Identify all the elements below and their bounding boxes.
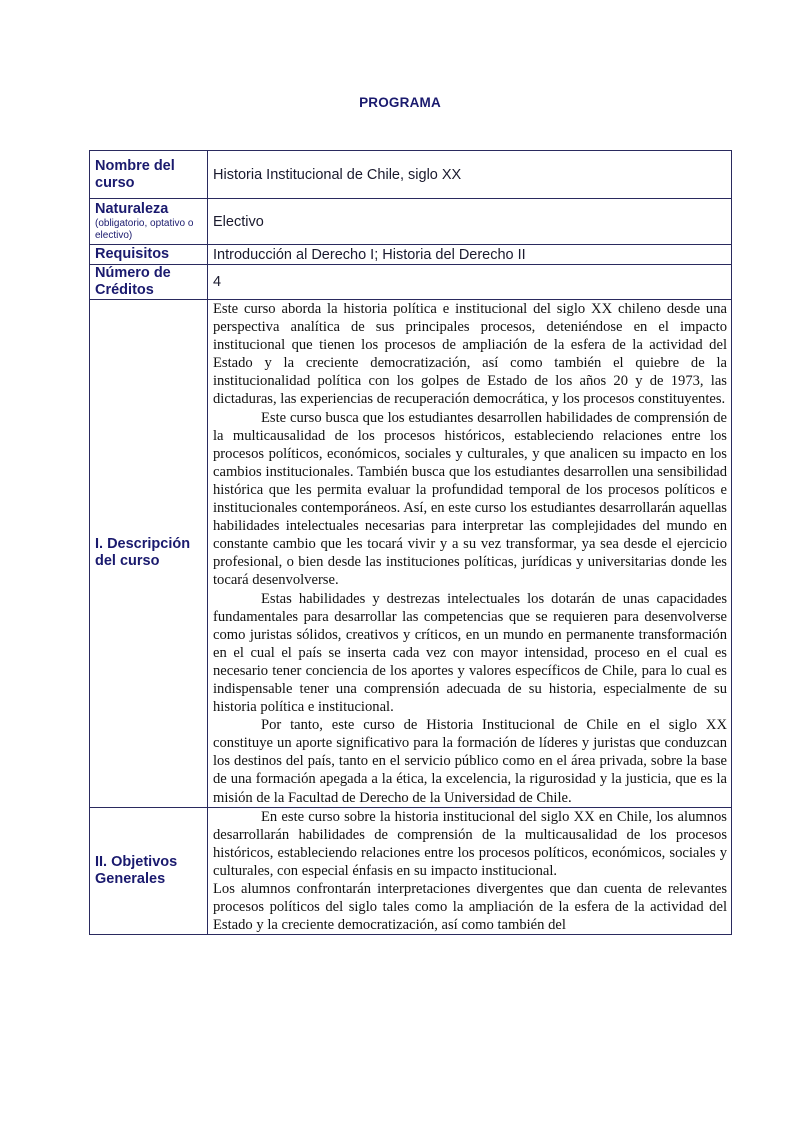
value-course-name: Historia Institucional de Chile, siglo XX <box>208 151 732 199</box>
value-nature: Electivo <box>208 199 732 245</box>
label-credits: Número de Créditos <box>90 265 208 300</box>
label-course-name: Nombre del curso <box>90 151 208 199</box>
table-row-description <box>90 300 732 808</box>
label-objectives: II. Objetivos Generales <box>90 807 208 935</box>
value-requirements: Introducción al Derecho I; Historia del Derecho II <box>208 245 732 265</box>
table-row-requirements <box>90 245 732 265</box>
description-paragraph: Estas habilidades y destrezas intelectuales los dotarán de unas capacidades fundamentales para desarrollar las competencias que se requieren para desenvolverse como juristas sólidos, creativos y críticos, en un mundo en permanente transformación en el cual el país se inserta cada vez con mayor intensidad, proceso en el cual es necesario tener conciencia de los aportes y valores específicos de Chile, para lo cual es indispensable tener una comprensión adecuada de su historia, especialmente de su historia política e institucional. <box>213 590 727 716</box>
document-title: PROGRAMA <box>359 95 441 110</box>
table-row-credits <box>90 265 732 300</box>
description-paragraph: Este curso aborda la historia política e institucional del siglo XX chileno desde una perspectiva analítica de sus principales procesos, deteniéndose en el impacto institucional que tienen los procesos de ampliación de la esfera de la actividad del Estado y la creciente democratización, así como también el quiebre de la institucionalidad política con los golpes de Estado de los años 20 y de 1973, las dictaduras, las experiencias de recuperación democrática, y los procesos constituyentes. <box>213 301 727 408</box>
table-row-objectives <box>90 807 732 935</box>
label-description: I. Descripción del curso <box>90 300 208 808</box>
label-requirements: Requisitos <box>90 245 208 265</box>
table-row-nature <box>90 199 732 245</box>
table-row-course-name <box>90 151 732 199</box>
description-text <box>208 300 732 808</box>
course-program-table <box>89 150 732 935</box>
label-nature-hint: (obligatorio, optativo o electivo) <box>95 218 194 241</box>
label-nature-cell <box>90 199 208 245</box>
value-credits: 4 <box>208 265 732 300</box>
objectives-text <box>208 807 732 935</box>
description-paragraph: Este curso busca que los estudiantes desarrollen habilidades de comprensión de la multicausalidad de los procesos históricos, estableciendo relaciones entre los procesos políticos, económicos, sociales y culturales, y que analicen su impacto en los cambios institucionales. También busca que los estudiantes desarrollen una sensibilidad histórica que les permita evaluar la profundidad temporal de los procesos políticos e institucionales contemporáneos. Así, en este curso los estudiantes desarrollarán aquellas habilidades intelectuales necesarias para interpretar las complejidades del mundo en constante cambio que les tocará vivir y a su vez transformar, ya sea desde el ejercicio profesional, o bien desde las instituciones políticas, jurídicas y universitarias donde les tocará desenvolverse. <box>213 409 727 589</box>
objectives-paragraph: En este curso sobre la historia institucional del siglo XX en Chile, los alumnos desarrollarán habilidades de comprensión de la multicausalidad de los procesos históricos, estableciendo relaciones entre los procesos políticos, económicos, sociales y culturales, con especial énfasis en su impacto institucional. <box>213 808 727 879</box>
description-paragraph: Por tanto, este curso de Historia Institucional de Chile en el siglo XX constituye un aporte significativo para la formación de líderes y juristas que conduzcan los destinos del país, tanto en el servicio público como en el área privada, sobre la base de una formación apegada a la ética, la excelencia, la rigurosidad y la justicia, que es la misión de la Facultad de Derecho de la Universidad de Chile. <box>213 717 727 806</box>
objectives-paragraph: Los alumnos confrontarán interpretaciones divergentes que dan cuenta de relevantes procesos políticos del siglo tales como la ampliación de la esfera de la actividad del Estado y la creciente democratización, así como también del <box>213 881 727 934</box>
label-nature: Naturaleza <box>95 201 169 217</box>
